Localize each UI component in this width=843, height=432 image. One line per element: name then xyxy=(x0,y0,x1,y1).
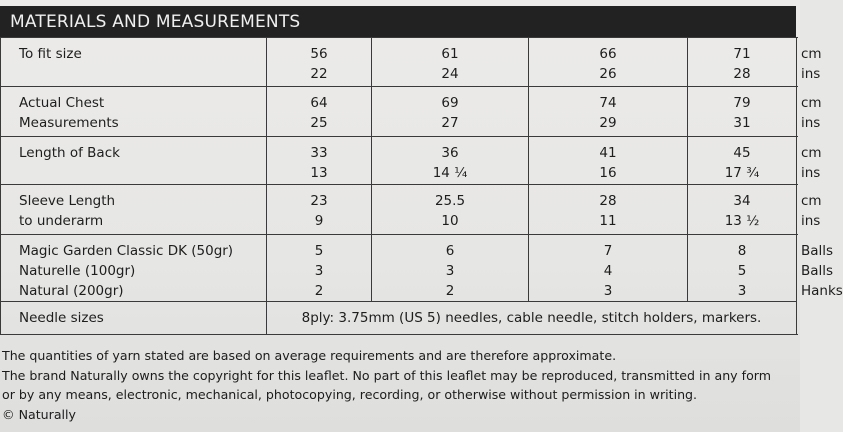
size-value-cell xyxy=(267,235,372,302)
section-header xyxy=(0,6,796,37)
size-value-line: 3 xyxy=(445,263,455,279)
size-value-line: 79 xyxy=(733,95,751,111)
size-value-line: 25 xyxy=(310,115,328,131)
size-value-cell xyxy=(372,235,529,302)
size-value-line: 7 xyxy=(603,243,613,259)
measurements-table xyxy=(0,37,843,335)
size-value-line: 74 xyxy=(599,95,617,111)
size-value-line: 13 xyxy=(310,165,328,181)
needle-sizes-value: 8ply: 3.75mm (US 5) needles, cable needle, stitch holders, markers. xyxy=(267,302,797,335)
size-value-cell xyxy=(688,235,797,302)
size-value-line: 8 xyxy=(737,243,747,259)
size-value-line: 36 xyxy=(441,145,459,161)
size-value-cell xyxy=(267,137,372,185)
size-value-cell xyxy=(529,87,688,137)
row-label-line: To fit size xyxy=(19,46,82,62)
size-value-line: 3 xyxy=(314,263,324,279)
table-row: Length of Back 33 13 36 14 ¼ 41 16 45 17 ¾ cm ins xyxy=(1,137,797,185)
size-value-line: 28 xyxy=(599,193,617,209)
row-label-line: Naturelle (100gr) xyxy=(19,263,136,279)
size-value-line: 33 xyxy=(310,145,328,161)
size-value-line: 71 xyxy=(733,46,751,62)
size-value-line: 13 ½ xyxy=(724,213,760,229)
size-value-line: 16 xyxy=(599,165,617,181)
table-row: Actual Chest Measurements 64 25 69 27 74 29 79 31 cm ins xyxy=(1,87,797,137)
size-value-line: 11 xyxy=(599,213,617,229)
note-line: The quantities of yarn stated are based on average requirements and are therefore approximate. xyxy=(2,348,617,363)
size-value-line: 61 xyxy=(441,46,459,62)
size-value-line: 34 xyxy=(733,193,751,209)
size-value-line: 31 xyxy=(733,115,751,131)
size-value-cell xyxy=(529,38,688,87)
row-label-line: Measurements xyxy=(19,115,119,131)
row-label xyxy=(1,235,267,302)
size-value-line: 66 xyxy=(599,46,617,62)
size-value-line: 5 xyxy=(314,243,324,259)
note-line: The brand Naturally owns the copyright for this leaflet. No part of this leaflet may be reproduced, transmitted in any form xyxy=(2,367,772,383)
size-value-line: 5 xyxy=(737,263,747,279)
row-label-line: Magic Garden Classic DK (50gr) xyxy=(19,243,234,259)
size-value-cell xyxy=(688,87,797,137)
size-value-cell xyxy=(688,137,797,185)
size-value-line: 14 ¼ xyxy=(432,165,468,181)
table-row: Magic Garden Classic DK (50gr) Naturelle (100gr) Natural (200gr) 5 3 2 6 3 2 7 4 3 8 5 3 Balls Balls Hanks xyxy=(1,235,797,302)
size-value-line: 6 xyxy=(445,243,455,259)
row-label-line: to underarm xyxy=(19,213,104,229)
row-label xyxy=(1,38,267,87)
size-value-cell xyxy=(372,38,529,87)
row-label-line: Length of Back xyxy=(19,145,120,161)
size-value-line: 56 xyxy=(310,46,328,62)
size-value-cell xyxy=(688,185,797,235)
needle-sizes-label: Needle sizes xyxy=(1,302,267,335)
row-label-line: Natural (200gr) xyxy=(19,283,124,299)
size-value-line: 4 xyxy=(603,263,613,279)
size-value-cell xyxy=(372,87,529,137)
size-value-cell xyxy=(529,137,688,185)
size-value-line: 41 xyxy=(599,145,617,161)
size-value-line: 22 xyxy=(310,66,328,82)
row-label xyxy=(1,185,267,235)
row-label xyxy=(1,137,267,185)
notes xyxy=(2,346,798,424)
size-value-line: 3 xyxy=(737,283,747,299)
size-value-cell xyxy=(529,235,688,302)
size-value-cell xyxy=(267,87,372,137)
table-row xyxy=(1,302,797,335)
row-label-line: Actual Chest xyxy=(19,95,105,111)
size-value-line: 26 xyxy=(599,66,617,82)
row-label-line: Sleeve Length xyxy=(19,193,116,209)
size-value-cell xyxy=(267,38,372,87)
section-title: MATERIALS AND MEASUREMENTS xyxy=(10,11,301,32)
size-value-line: 2 xyxy=(445,283,455,299)
size-value-line: 27 xyxy=(441,115,459,131)
table-row: To fit size 56 22 61 24 66 26 71 28 cm ins xyxy=(1,38,797,87)
size-value-line: 28 xyxy=(733,66,751,82)
table-row: Sleeve Length to underarm 23 9 25.5 10 28 11 34 13 ½ cm ins xyxy=(1,185,797,235)
size-value-line: 2 xyxy=(314,283,324,299)
note-line: or by any means, electronic, mechanical, photocopying, recording, or otherwise without permission in writing. xyxy=(2,387,698,402)
size-value-cell xyxy=(372,137,529,185)
size-value-cell xyxy=(688,38,797,87)
size-value-line: 69 xyxy=(441,95,459,111)
note-line: © Naturally xyxy=(2,406,77,422)
size-value-line: 45 xyxy=(733,145,751,161)
size-value-cell xyxy=(267,185,372,235)
size-value-cell xyxy=(529,185,688,235)
row-label xyxy=(1,87,267,137)
size-value-line: 10 xyxy=(441,213,459,229)
size-value-line: 29 xyxy=(599,115,617,131)
size-value-line: 9 xyxy=(314,213,324,229)
size-value-line: 64 xyxy=(310,95,328,111)
size-value-line: 3 xyxy=(603,283,613,299)
size-value-line: 23 xyxy=(310,193,328,209)
size-value-line: 24 xyxy=(441,66,459,82)
size-value-line: 25.5 xyxy=(434,193,466,209)
size-value-line: 17 ¾ xyxy=(724,165,760,181)
size-value-cell xyxy=(372,185,529,235)
